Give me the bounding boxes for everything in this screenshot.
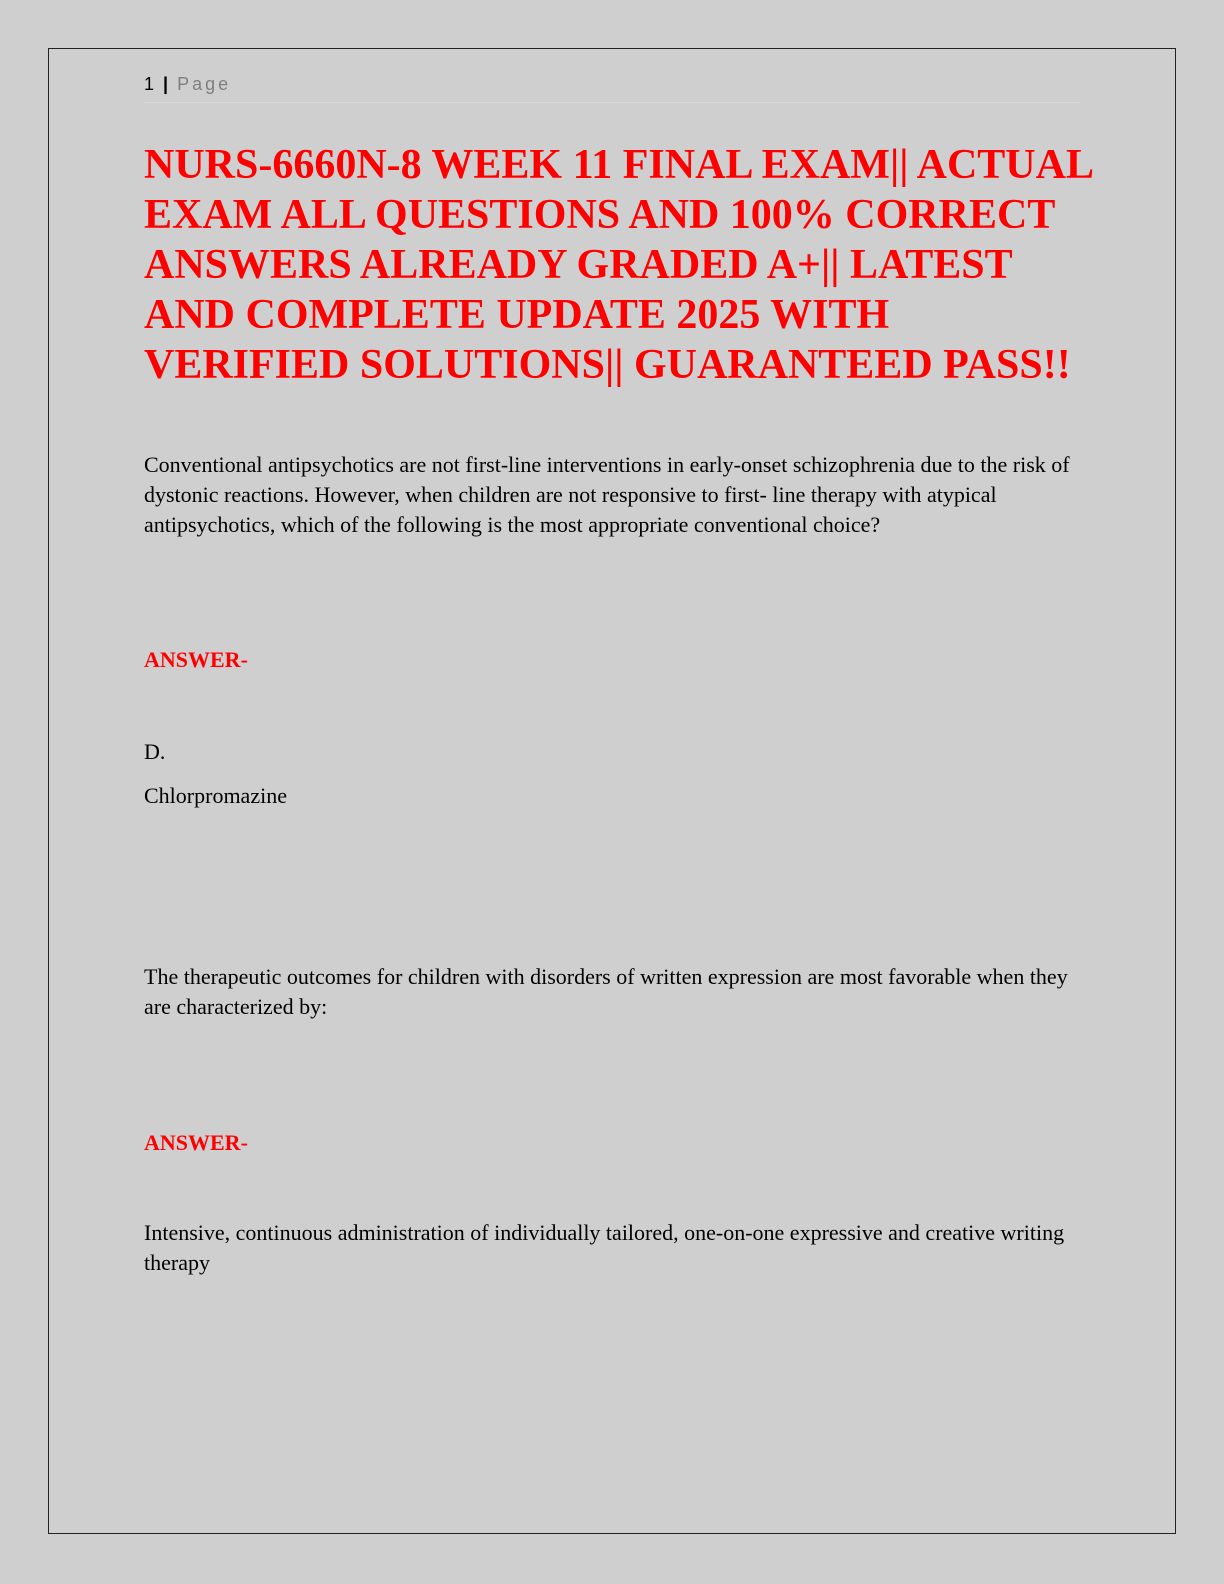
document-title: NURS-6660N-8 WEEK 11 FINAL EXAM|| ACTUAL EXAM ALL QUESTIONS AND 100% CORRECT ANSWERS ALREADY GRADED A+|| LATEST AND COMPLETE UPDATE 2025 WITH VERIFIED SOLUTIONS|| GUARANTEED PASS!! — [144, 142, 1092, 388]
question-1-answer-text: Chlorpromazine — [144, 783, 287, 808]
question-2-text: The therapeutic outcomes for children with disorders of written expression are most favorable when they are characterized by: — [144, 964, 1068, 1019]
question-1-text: Conventional antipsychotics are not first-line interventions in early-onset schizophrenia due to the risk of dystonic reactions. However, when children are not responsive to first- line therapy with atypical antipsychotics, which of the following is the most appropriate conventional choice? — [144, 452, 1070, 537]
question-1-answer-letter: D. — [144, 739, 166, 764]
page-number: 1 — [144, 74, 155, 94]
question-2-answer-text: Intensive, continuous administration of individually tailored, one-on-one expressive and creative writing therapy — [144, 1220, 1065, 1275]
question-2-answer-label: ANSWER- — [144, 1130, 248, 1155]
page-header — [144, 74, 1080, 103]
page-word: Page — [177, 74, 232, 94]
page-separator: | — [163, 74, 169, 94]
question-1-answer-label: ANSWER- — [144, 647, 248, 672]
